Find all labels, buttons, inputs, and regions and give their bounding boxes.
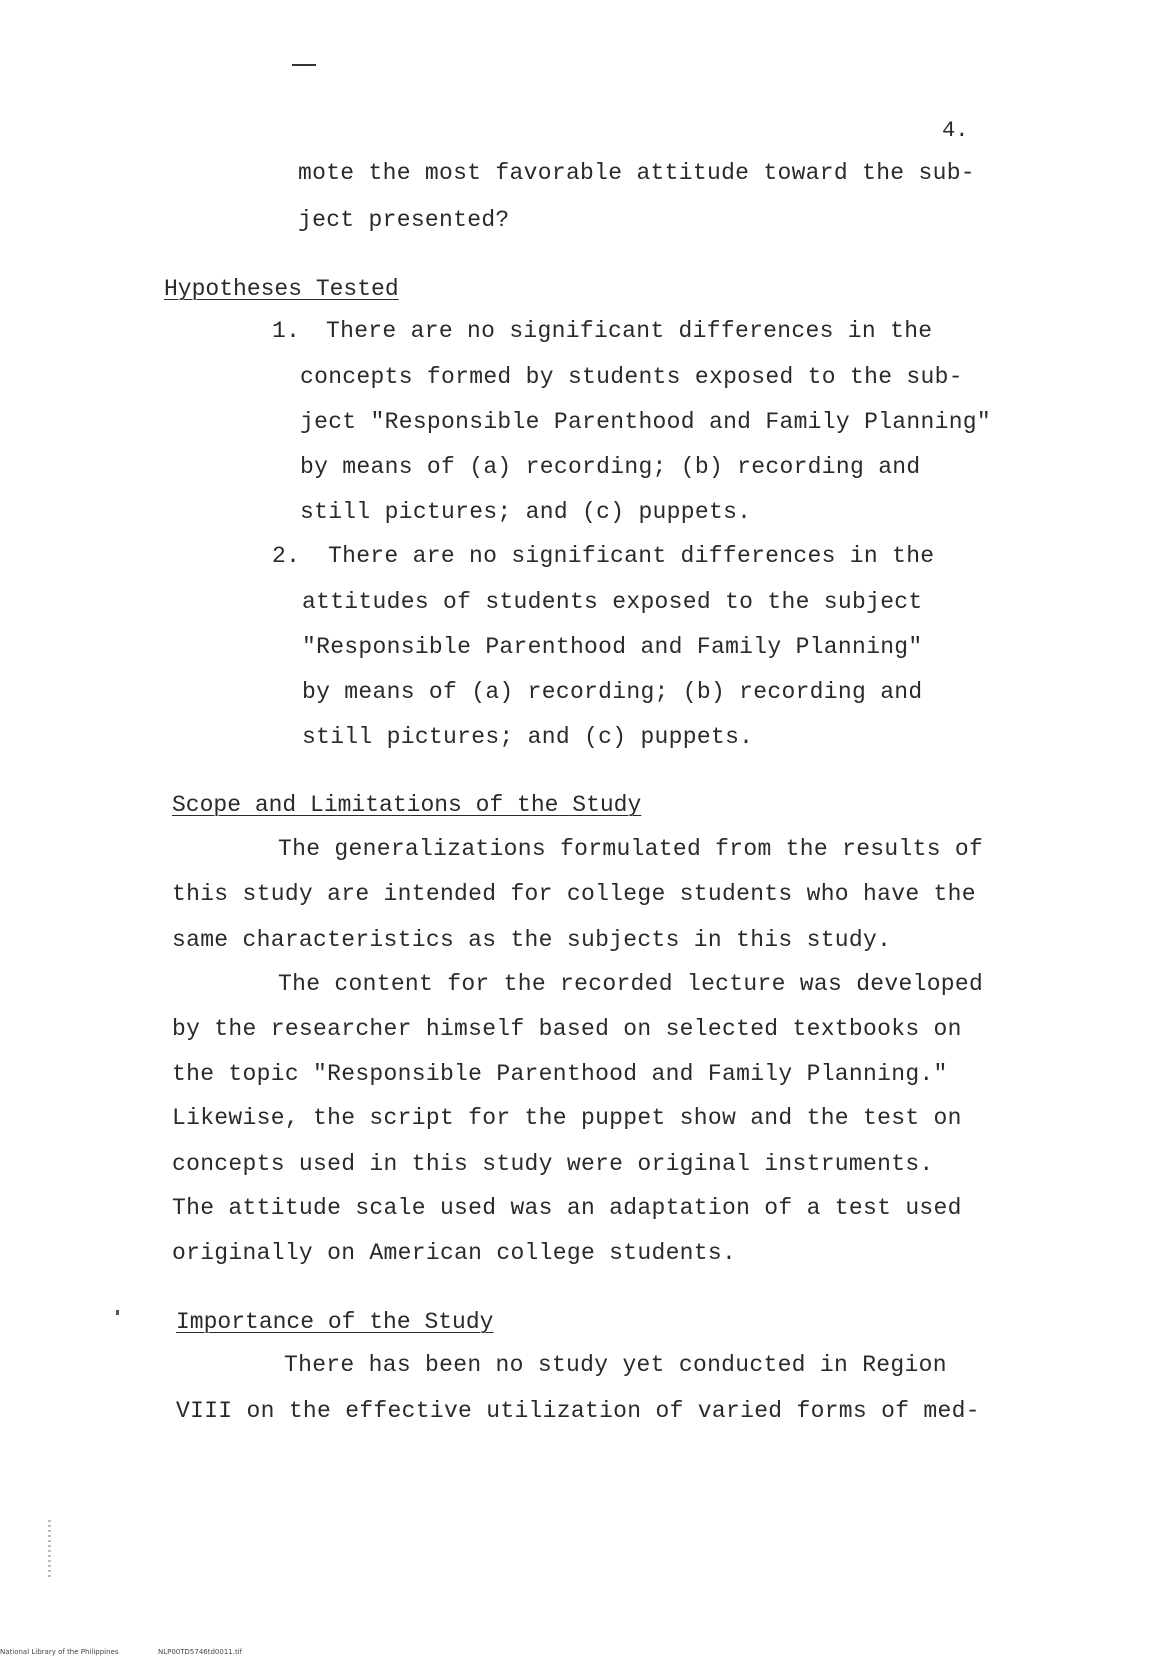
hypothesis-2-number: 2.: [272, 543, 301, 569]
margin-scan-mark: [48, 1520, 51, 1580]
scope-line-4: The content for the recorded lecture was developed: [278, 971, 984, 997]
scope-line-10: originally on American college students.: [172, 1240, 737, 1266]
continuation-line-2: ject presented?: [298, 207, 510, 233]
page-number: 4.: [942, 118, 969, 143]
scope-line-5: by the researcher himself based on selected textbooks on: [172, 1016, 962, 1042]
footer-file-label: NLP00TD5746td0011.tif: [158, 1648, 243, 1656]
hypotheses-heading: Hypotheses Tested: [164, 276, 399, 302]
scope-heading: Scope and Limitations of the Study: [172, 792, 642, 818]
hypothesis-2-line-5: still pictures; and (c) puppets.: [302, 724, 754, 750]
hypothesis-1-line-5: still pictures; and (c) puppets.: [300, 499, 752, 525]
importance-line-2: VIII on the effective utilization of varied forms of med-: [176, 1398, 980, 1424]
importance-heading: Importance of the Study: [176, 1309, 494, 1335]
hypothesis-1-line-3: ject "Responsible Parenthood and Family Planning": [300, 409, 992, 435]
scan-speck: [116, 1310, 119, 1315]
importance-line-1: There has been no study yet conducted in Region: [284, 1352, 947, 1378]
hypothesis-1-line-1: There are no significant differences in the: [326, 318, 933, 344]
scope-line-1: The generalizations formulated from the results of: [278, 836, 984, 862]
hypothesis-1-line-2: concepts formed by students exposed to the sub-: [300, 364, 963, 390]
footer-library-label: National Library of the Philippines: [0, 1648, 119, 1656]
hypothesis-1-line-4: by means of (a) recording; (b) recording and: [300, 454, 921, 480]
hypothesis-2-line-1: There are no significant differences in the: [328, 543, 935, 569]
scope-line-6: the topic "Responsible Parenthood and Family Planning.": [172, 1061, 948, 1087]
scope-line-7: Likewise, the script for the puppet show and the test on: [172, 1105, 962, 1131]
hypothesis-2-line-2: attitudes of students exposed to the subject: [302, 589, 923, 615]
hypothesis-1-number: 1.: [272, 318, 301, 344]
scope-line-3: same characteristics as the subjects in this study.: [172, 927, 892, 953]
hypothesis-2-line-4: by means of (a) recording; (b) recording and: [302, 679, 923, 705]
top-dash-mark: [292, 64, 316, 66]
hypothesis-2-line-3: "Responsible Parenthood and Family Planning": [302, 634, 923, 660]
scope-line-9: The attitude scale used was an adaptation of a test used: [172, 1195, 962, 1221]
scope-line-8: concepts used in this study were original instruments.: [172, 1151, 934, 1177]
continuation-line-1: mote the most favorable attitude toward the sub-: [298, 160, 975, 186]
scope-line-2: this study are intended for college students who have the: [172, 881, 976, 907]
